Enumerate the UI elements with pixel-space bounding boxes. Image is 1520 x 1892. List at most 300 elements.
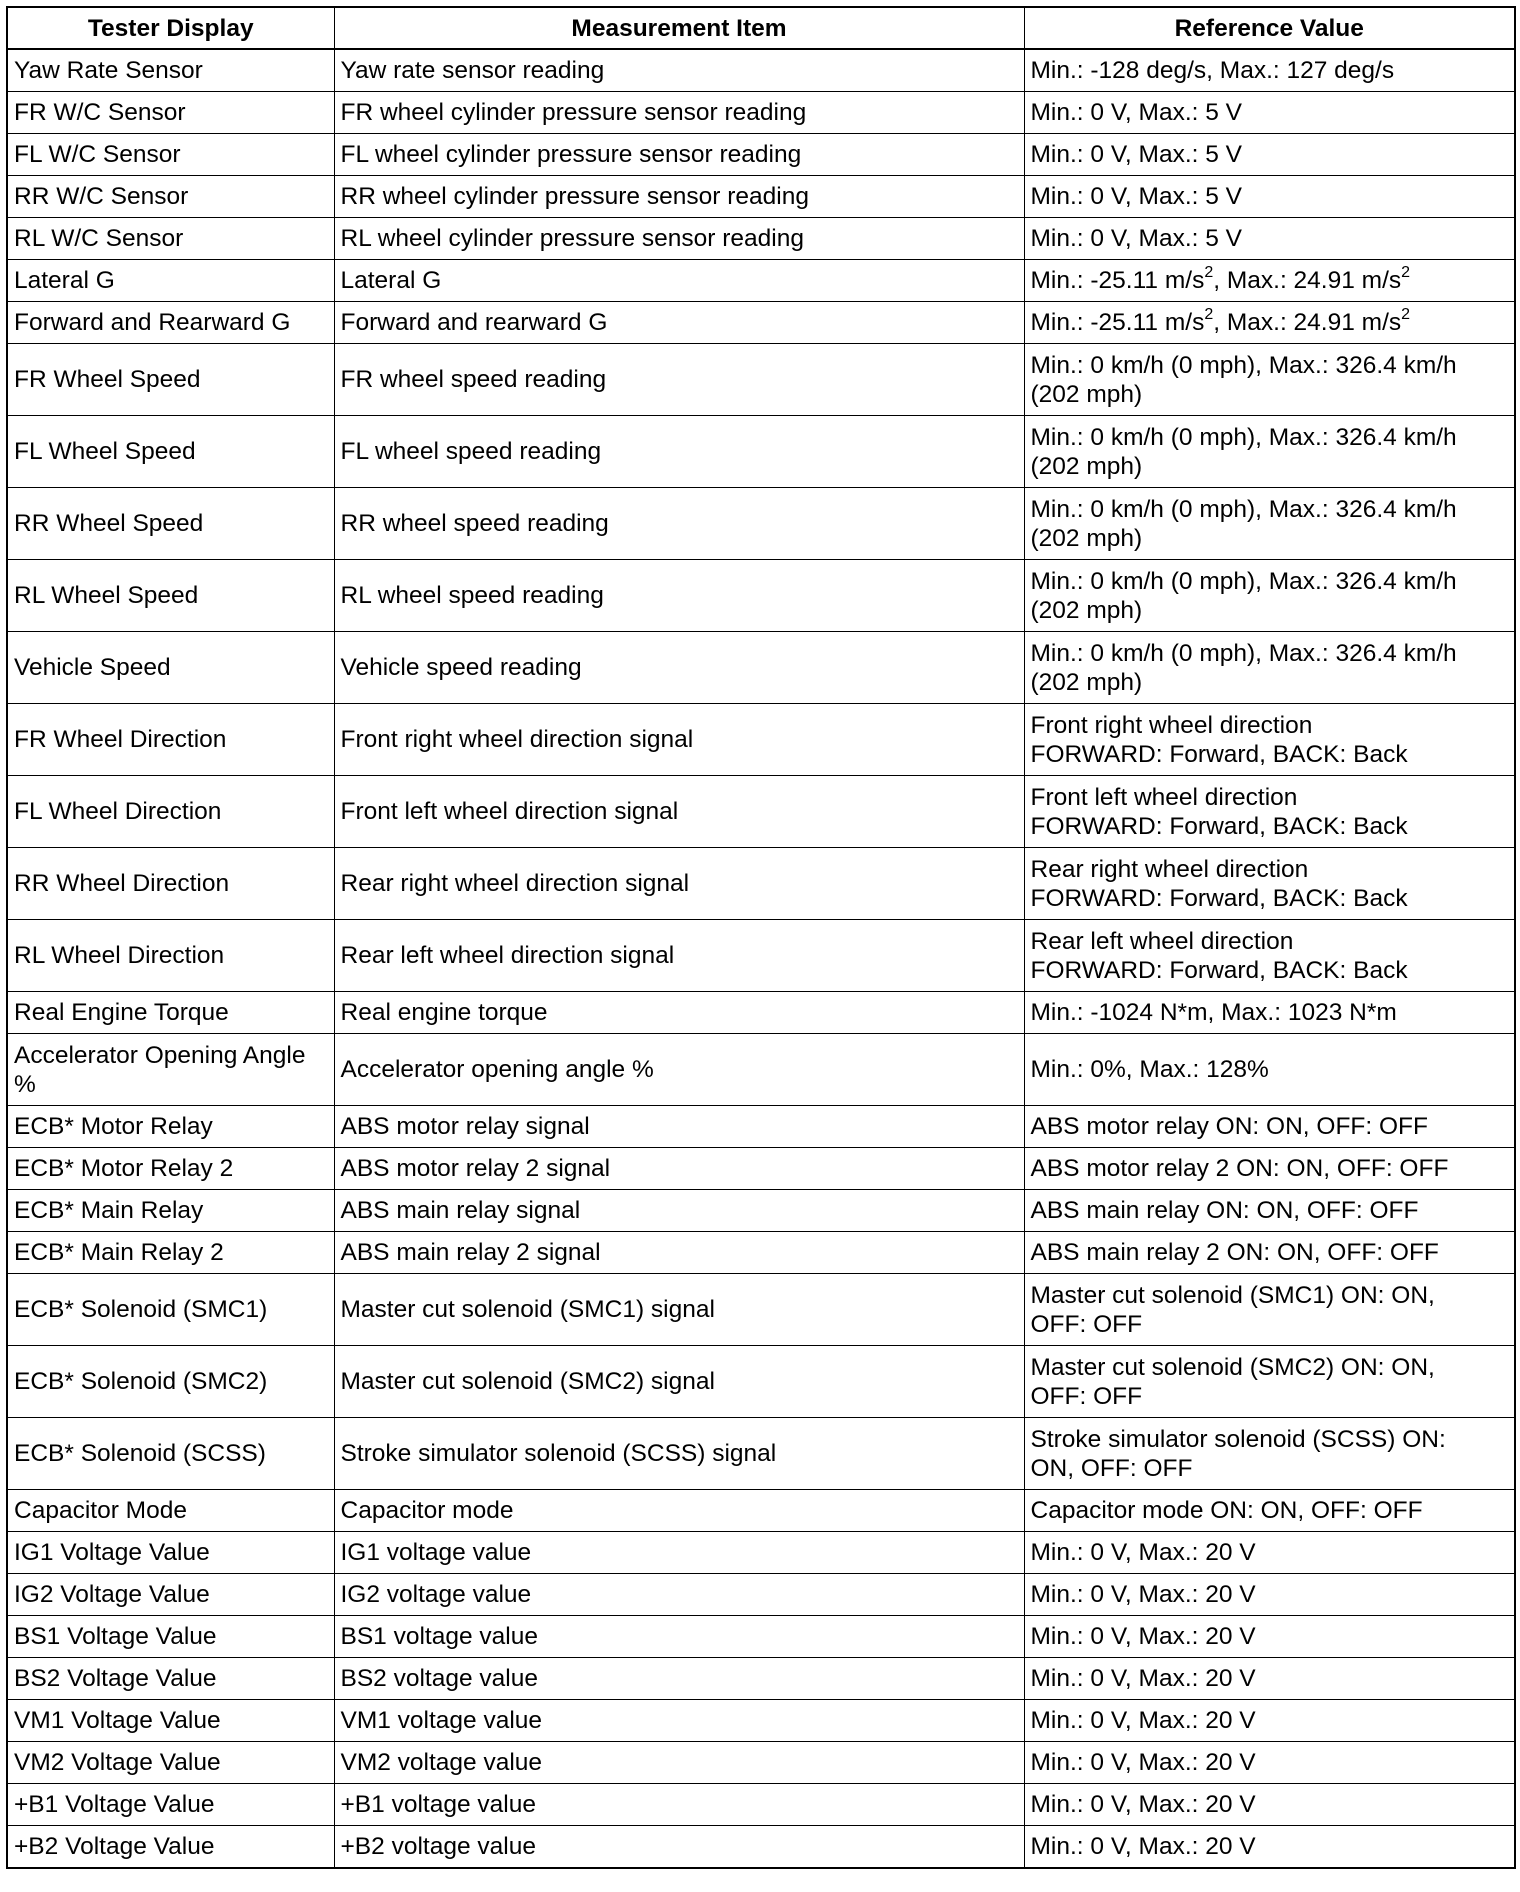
measurement-item-text: BS2 voltage value bbox=[340, 1665, 538, 1692]
cell-tester-display bbox=[7, 92, 334, 134]
reference-value-line bbox=[1031, 224, 1509, 253]
data-list-sheet bbox=[6, 6, 1514, 1869]
tester-display-text: VM1 Voltage Value bbox=[14, 1707, 221, 1734]
table-body bbox=[7, 49, 1515, 1868]
reference-value-line bbox=[1031, 1832, 1509, 1861]
header-reference-value: Reference Value bbox=[1024, 7, 1515, 49]
cell-measurement-item bbox=[334, 1148, 1024, 1190]
cell-tester-display bbox=[7, 704, 334, 776]
cell-measurement-item bbox=[334, 344, 1024, 416]
reference-value-line bbox=[1031, 1281, 1509, 1310]
table-row bbox=[7, 1034, 1515, 1106]
tester-display-text: RR Wheel Direction bbox=[14, 870, 230, 897]
tester-display-text: ECB* Solenoid (SCSS) bbox=[14, 1440, 266, 1467]
cell-reference-value bbox=[1024, 134, 1515, 176]
reference-value-line bbox=[1031, 884, 1509, 913]
cell-reference-value bbox=[1024, 992, 1515, 1034]
table-row bbox=[7, 920, 1515, 992]
reference-value-text: Front right wheel direction bbox=[1030, 711, 1313, 739]
cell-measurement-item bbox=[334, 1418, 1024, 1490]
tester-display-text: BS1 Voltage Value bbox=[14, 1623, 217, 1650]
reference-value-line bbox=[1031, 1055, 1509, 1084]
reference-value-text: Master cut solenoid (SMC2) ON: ON, bbox=[1030, 1353, 1435, 1381]
cell-measurement-item bbox=[334, 560, 1024, 632]
reference-value-line bbox=[1031, 1196, 1509, 1225]
reference-value-text: , Max.: 24.91 m/s bbox=[1213, 267, 1402, 294]
measurement-item-text: RR wheel cylinder pressure sensor reading bbox=[340, 183, 809, 210]
table-row bbox=[7, 176, 1515, 218]
cell-tester-display bbox=[7, 416, 334, 488]
table-row bbox=[7, 1616, 1515, 1658]
cell-reference-value bbox=[1024, 1658, 1515, 1700]
table-row bbox=[7, 92, 1515, 134]
table-row bbox=[7, 1826, 1515, 1869]
reference-value-line bbox=[1031, 1454, 1509, 1483]
tester-display-text: FR Wheel Speed bbox=[14, 366, 201, 393]
measurement-item-text: RL wheel cylinder pressure sensor reading bbox=[340, 225, 804, 252]
measurement-item-text: Rear right wheel direction signal bbox=[340, 870, 690, 897]
cell-measurement-item bbox=[334, 1574, 1024, 1616]
cell-measurement-item bbox=[334, 1616, 1024, 1658]
reference-value-text: Min.: 0 V, Max.: 20 V bbox=[1030, 1665, 1256, 1692]
cell-reference-value bbox=[1024, 92, 1515, 134]
measurement-item-text: BS1 voltage value bbox=[340, 1623, 538, 1650]
table-header bbox=[7, 7, 1515, 49]
cell-tester-display bbox=[7, 302, 334, 344]
reference-value-text: ON, OFF: OFF bbox=[1030, 1454, 1193, 1482]
measurement-item-text: Vehicle speed reading bbox=[340, 654, 582, 681]
tester-display-text: FR W/C Sensor bbox=[14, 99, 186, 126]
table-row bbox=[7, 344, 1515, 416]
measurement-item-text: VM1 voltage value bbox=[340, 1707, 543, 1734]
reference-value-line bbox=[1031, 1706, 1509, 1735]
measurement-item-text: +B2 voltage value bbox=[340, 1833, 536, 1860]
cell-measurement-item bbox=[334, 134, 1024, 176]
reference-value-text: Min.: 0 V, Max.: 20 V bbox=[1030, 1581, 1256, 1608]
reference-value-line bbox=[1031, 1154, 1509, 1183]
reference-value-text: ABS main relay ON: ON, OFF: OFF bbox=[1030, 1197, 1419, 1224]
cell-measurement-item bbox=[334, 176, 1024, 218]
cell-tester-display bbox=[7, 1190, 334, 1232]
table-row bbox=[7, 776, 1515, 848]
cell-measurement-item bbox=[334, 1784, 1024, 1826]
reference-value-text: Min.: 0 V, Max.: 20 V bbox=[1030, 1623, 1256, 1650]
reference-value-text: Min.: 0 V, Max.: 5 V bbox=[1030, 225, 1243, 252]
measurement-item-text: Master cut solenoid (SMC1) signal bbox=[340, 1296, 715, 1323]
measurement-item-text: VM2 voltage value bbox=[340, 1749, 543, 1776]
table-row bbox=[7, 134, 1515, 176]
table-row bbox=[7, 1742, 1515, 1784]
reference-value-text: Rear left wheel direction bbox=[1030, 927, 1294, 955]
reference-value-line bbox=[1031, 1425, 1509, 1454]
cell-reference-value bbox=[1024, 920, 1515, 992]
table-row bbox=[7, 560, 1515, 632]
cell-measurement-item bbox=[334, 1106, 1024, 1148]
tester-display-text: VM2 Voltage Value bbox=[14, 1749, 221, 1776]
cell-measurement-item bbox=[334, 848, 1024, 920]
cell-measurement-item bbox=[334, 992, 1024, 1034]
cell-tester-display bbox=[7, 49, 334, 92]
measurement-item-text: ABS main relay 2 signal bbox=[340, 1239, 601, 1266]
tester-display-text: % bbox=[14, 1070, 36, 1098]
reference-value-line bbox=[1031, 140, 1509, 169]
table-row bbox=[7, 1346, 1515, 1418]
reference-value-line bbox=[1031, 668, 1509, 697]
tester-display-text: IG2 Voltage Value bbox=[14, 1581, 210, 1608]
cell-measurement-item bbox=[334, 920, 1024, 992]
measurement-item-text: ABS main relay signal bbox=[340, 1197, 581, 1224]
reference-value-text: Min.: 0 V, Max.: 5 V bbox=[1030, 183, 1243, 210]
reference-value-text: Stroke simulator solenoid (SCSS) ON: bbox=[1030, 1425, 1446, 1453]
table-row bbox=[7, 49, 1515, 92]
table-row bbox=[7, 1106, 1515, 1148]
cell-measurement-item bbox=[334, 1658, 1024, 1700]
reference-value-line bbox=[1031, 1238, 1509, 1267]
header-measurement-item: Measurement Item bbox=[334, 7, 1024, 49]
cell-reference-value bbox=[1024, 1490, 1515, 1532]
reference-value-line bbox=[1031, 1353, 1509, 1382]
reference-value-text: Min.: -128 deg/s, Max.: 127 deg/s bbox=[1030, 57, 1395, 84]
reference-value-line bbox=[1031, 182, 1509, 211]
cell-reference-value bbox=[1024, 1532, 1515, 1574]
cell-tester-display bbox=[7, 488, 334, 560]
cell-tester-display bbox=[7, 1490, 334, 1532]
cell-reference-value bbox=[1024, 1106, 1515, 1148]
reference-value-text: Rear right wheel direction bbox=[1030, 855, 1309, 883]
reference-value-line bbox=[1031, 1538, 1509, 1567]
measurement-item-text: IG1 voltage value bbox=[340, 1539, 532, 1566]
unit-exponent: 2 bbox=[1204, 264, 1214, 281]
cell-measurement-item bbox=[334, 632, 1024, 704]
tester-display-text: Real Engine Torque bbox=[14, 999, 229, 1026]
cell-measurement-item bbox=[334, 1034, 1024, 1106]
reference-value-text: Min.: 0 km/h (0 mph), Max.: 326.4 km/h bbox=[1030, 567, 1457, 595]
cell-measurement-item bbox=[334, 1742, 1024, 1784]
tester-display-text: Lateral G bbox=[14, 267, 115, 294]
reference-value-line bbox=[1031, 927, 1509, 956]
cell-reference-value bbox=[1024, 176, 1515, 218]
table-row bbox=[7, 704, 1515, 776]
tester-display-text: IG1 Voltage Value bbox=[14, 1539, 210, 1566]
reference-value-line bbox=[1031, 1622, 1509, 1651]
tester-display-text: +B2 Voltage Value bbox=[14, 1833, 215, 1860]
reference-value-text: Min.: 0 km/h (0 mph), Max.: 326.4 km/h bbox=[1030, 495, 1457, 523]
reference-value-line bbox=[1031, 1664, 1509, 1693]
cell-measurement-item bbox=[334, 416, 1024, 488]
reference-value-text: ABS main relay 2 ON: ON, OFF: OFF bbox=[1030, 1239, 1439, 1266]
reference-value-text: FORWARD: Forward, BACK: Back bbox=[1030, 884, 1408, 912]
unit-exponent: 2 bbox=[1204, 306, 1214, 323]
cell-tester-display bbox=[7, 260, 334, 302]
reference-value-text: Min.: 0 V, Max.: 20 V bbox=[1030, 1707, 1256, 1734]
table-row bbox=[7, 1274, 1515, 1346]
reference-value-text: Min.: -25.11 m/s bbox=[1030, 267, 1205, 294]
cell-measurement-item bbox=[334, 1490, 1024, 1532]
reference-value-line bbox=[1031, 98, 1509, 127]
table-row bbox=[7, 1784, 1515, 1826]
measurement-item-text: Lateral G bbox=[340, 267, 442, 294]
tester-display-text: Capacitor Mode bbox=[14, 1497, 187, 1524]
cell-reference-value bbox=[1024, 218, 1515, 260]
reference-value-text: (202 mph) bbox=[1030, 668, 1143, 696]
tester-display-text: BS2 Voltage Value bbox=[14, 1665, 217, 1692]
measurement-item-text: FL wheel cylinder pressure sensor reading bbox=[340, 141, 802, 168]
tester-display-text: Yaw Rate Sensor bbox=[14, 57, 203, 84]
reference-value-text: Min.: 0 V, Max.: 5 V bbox=[1030, 141, 1243, 168]
cell-reference-value bbox=[1024, 1784, 1515, 1826]
cell-reference-value bbox=[1024, 344, 1515, 416]
reference-value-text: Capacitor mode ON: ON, OFF: OFF bbox=[1030, 1497, 1423, 1524]
cell-tester-display bbox=[7, 1274, 334, 1346]
cell-reference-value bbox=[1024, 1418, 1515, 1490]
cell-reference-value bbox=[1024, 848, 1515, 920]
reference-value-text: (202 mph) bbox=[1030, 524, 1143, 552]
cell-reference-value bbox=[1024, 1574, 1515, 1616]
reference-value-text: Min.: 0 V, Max.: 20 V bbox=[1030, 1791, 1256, 1818]
tester-display-text: RR W/C Sensor bbox=[14, 183, 189, 210]
reference-value-text: Min.: 0 km/h (0 mph), Max.: 326.4 km/h bbox=[1030, 639, 1457, 667]
table-row bbox=[7, 1490, 1515, 1532]
table-row bbox=[7, 488, 1515, 560]
cell-reference-value bbox=[1024, 302, 1515, 344]
table-row bbox=[7, 1190, 1515, 1232]
unit-exponent: 2 bbox=[1401, 306, 1411, 323]
reference-value-line bbox=[1031, 1382, 1509, 1411]
tester-display-text: FR Wheel Direction bbox=[14, 726, 227, 753]
reference-value-line bbox=[1031, 1580, 1509, 1609]
measurement-item-text: IG2 voltage value bbox=[340, 1581, 532, 1608]
reference-value-line bbox=[1031, 1790, 1509, 1819]
reference-value-text: (202 mph) bbox=[1030, 380, 1143, 408]
reference-value-text: FORWARD: Forward, BACK: Back bbox=[1030, 812, 1408, 840]
reference-value-line bbox=[1031, 956, 1509, 985]
measurement-item-text: FR wheel cylinder pressure sensor reading bbox=[340, 99, 807, 126]
cell-tester-display bbox=[7, 776, 334, 848]
reference-value-text: ABS motor relay 2 ON: ON, OFF: OFF bbox=[1030, 1155, 1449, 1182]
measurement-item-text: Forward and rearward G bbox=[340, 309, 608, 336]
tester-display-text: Vehicle Speed bbox=[14, 654, 171, 681]
cell-tester-display bbox=[7, 218, 334, 260]
cell-reference-value bbox=[1024, 1190, 1515, 1232]
header-tester-display: Tester Display bbox=[7, 7, 334, 49]
reference-value-text: (202 mph) bbox=[1030, 596, 1143, 624]
measurement-item-text: Stroke simulator solenoid (SCSS) signal bbox=[340, 1440, 777, 1467]
cell-measurement-item bbox=[334, 1826, 1024, 1869]
tester-display-text: ECB* Solenoid (SMC2) bbox=[14, 1368, 268, 1395]
cell-tester-display bbox=[7, 1700, 334, 1742]
measurement-item-text: Capacitor mode bbox=[340, 1497, 514, 1524]
reference-value-text: Min.: 0 km/h (0 mph), Max.: 326.4 km/h bbox=[1030, 351, 1457, 379]
cell-tester-display bbox=[7, 1532, 334, 1574]
reference-value-text: Min.: -1024 N*m, Max.: 1023 N*m bbox=[1030, 999, 1397, 1026]
cell-measurement-item bbox=[334, 218, 1024, 260]
reference-value-line bbox=[1031, 266, 1509, 295]
cell-measurement-item bbox=[334, 1274, 1024, 1346]
cell-measurement-item bbox=[334, 49, 1024, 92]
measurement-item-text: RR wheel speed reading bbox=[340, 510, 609, 537]
cell-measurement-item bbox=[334, 92, 1024, 134]
table-row bbox=[7, 992, 1515, 1034]
reference-value-line bbox=[1031, 783, 1509, 812]
reference-value-line bbox=[1031, 998, 1509, 1027]
cell-tester-display bbox=[7, 176, 334, 218]
measurement-item-text: RL wheel speed reading bbox=[340, 582, 604, 609]
table-row bbox=[7, 416, 1515, 488]
reference-value-text: FORWARD: Forward, BACK: Back bbox=[1030, 740, 1408, 768]
reference-value-line bbox=[1031, 524, 1509, 553]
reference-value-line bbox=[1031, 452, 1509, 481]
table-row bbox=[7, 218, 1515, 260]
cell-reference-value bbox=[1024, 1826, 1515, 1869]
cell-measurement-item bbox=[334, 776, 1024, 848]
cell-tester-display bbox=[7, 1826, 334, 1869]
measurement-item-text: FR wheel speed reading bbox=[340, 366, 607, 393]
reference-value-text: OFF: OFF bbox=[1030, 1382, 1143, 1410]
cell-reference-value bbox=[1024, 1034, 1515, 1106]
cell-tester-display bbox=[7, 848, 334, 920]
cell-tester-display bbox=[7, 632, 334, 704]
cell-tester-display bbox=[7, 1616, 334, 1658]
measurement-item-text: Rear left wheel direction signal bbox=[340, 942, 675, 969]
tester-display-text: Accelerator Opening Angle bbox=[14, 1041, 306, 1069]
cell-tester-display bbox=[7, 920, 334, 992]
cell-measurement-item bbox=[334, 1232, 1024, 1274]
tester-display-text: FL Wheel Speed bbox=[14, 438, 196, 465]
cell-reference-value bbox=[1024, 1742, 1515, 1784]
reference-value-line bbox=[1031, 567, 1509, 596]
reference-value-text: ABS motor relay ON: ON, OFF: OFF bbox=[1030, 1113, 1428, 1140]
data-list-table bbox=[6, 6, 1516, 1869]
measurement-item-text: FL wheel speed reading bbox=[340, 438, 602, 465]
cell-reference-value bbox=[1024, 416, 1515, 488]
cell-measurement-item bbox=[334, 260, 1024, 302]
cell-reference-value bbox=[1024, 776, 1515, 848]
measurement-item-text: Yaw rate sensor reading bbox=[340, 57, 605, 84]
tester-display-text: ECB* Motor Relay bbox=[14, 1113, 213, 1140]
measurement-item-text: Real engine torque bbox=[340, 999, 548, 1026]
cell-tester-display bbox=[7, 992, 334, 1034]
table-row bbox=[7, 260, 1515, 302]
tester-display-text: ECB* Main Relay bbox=[14, 1197, 204, 1224]
reference-value-line bbox=[1031, 1496, 1509, 1525]
tester-display-text: FL W/C Sensor bbox=[14, 141, 181, 168]
cell-measurement-item bbox=[334, 704, 1024, 776]
cell-tester-display bbox=[7, 1106, 334, 1148]
measurement-item-text: Front left wheel direction signal bbox=[340, 798, 679, 825]
tester-display-text: ECB* Solenoid (SMC1) bbox=[14, 1296, 268, 1323]
cell-tester-display bbox=[7, 1742, 334, 1784]
cell-tester-display bbox=[7, 1784, 334, 1826]
measurement-item-text: ABS motor relay 2 signal bbox=[340, 1155, 611, 1182]
tester-display-text: RL Wheel Direction bbox=[14, 942, 225, 969]
reference-value-text: Min.: 0 V, Max.: 20 V bbox=[1030, 1833, 1256, 1860]
reference-value-text: Min.: 0 km/h (0 mph), Max.: 326.4 km/h bbox=[1030, 423, 1457, 451]
cell-measurement-item bbox=[334, 1190, 1024, 1232]
cell-measurement-item bbox=[334, 302, 1024, 344]
cell-reference-value bbox=[1024, 1346, 1515, 1418]
cell-measurement-item bbox=[334, 1532, 1024, 1574]
reference-value-text: (202 mph) bbox=[1030, 452, 1143, 480]
cell-tester-display bbox=[7, 344, 334, 416]
tester-display-text: RR Wheel Speed bbox=[14, 510, 204, 537]
reference-value-line bbox=[1031, 308, 1509, 337]
reference-value-line bbox=[1031, 711, 1509, 740]
cell-tester-display bbox=[7, 1034, 334, 1106]
unit-exponent: 2 bbox=[1401, 264, 1411, 281]
cell-reference-value bbox=[1024, 560, 1515, 632]
measurement-item-text: ABS motor relay signal bbox=[340, 1113, 590, 1140]
cell-reference-value bbox=[1024, 1274, 1515, 1346]
reference-value-line bbox=[1031, 855, 1509, 884]
reference-value-line bbox=[1031, 56, 1509, 85]
table-row bbox=[7, 1532, 1515, 1574]
table-row bbox=[7, 848, 1515, 920]
table-row bbox=[7, 1232, 1515, 1274]
table-header-row bbox=[7, 7, 1515, 49]
cell-measurement-item bbox=[334, 488, 1024, 560]
measurement-item-text: Accelerator opening angle % bbox=[340, 1056, 654, 1083]
cell-measurement-item bbox=[334, 1346, 1024, 1418]
cell-tester-display bbox=[7, 560, 334, 632]
reference-value-line bbox=[1031, 351, 1509, 380]
table-row bbox=[7, 1418, 1515, 1490]
reference-value-text: Min.: 0 V, Max.: 5 V bbox=[1030, 99, 1243, 126]
reference-value-line bbox=[1031, 596, 1509, 625]
measurement-item-text: +B1 voltage value bbox=[340, 1791, 536, 1818]
reference-value-line bbox=[1031, 380, 1509, 409]
cell-tester-display bbox=[7, 1232, 334, 1274]
cell-reference-value bbox=[1024, 1616, 1515, 1658]
cell-tester-display bbox=[7, 1658, 334, 1700]
cell-reference-value bbox=[1024, 488, 1515, 560]
reference-value-text: Front left wheel direction bbox=[1030, 783, 1298, 811]
measurement-item-text: Front right wheel direction signal bbox=[340, 726, 694, 753]
reference-value-line bbox=[1031, 812, 1509, 841]
cell-reference-value bbox=[1024, 49, 1515, 92]
cell-reference-value bbox=[1024, 1148, 1515, 1190]
tester-display-text: ECB* Motor Relay 2 bbox=[14, 1155, 234, 1182]
cell-tester-display bbox=[7, 1148, 334, 1190]
table-row bbox=[7, 1574, 1515, 1616]
reference-value-text: Min.: -25.11 m/s bbox=[1030, 309, 1205, 336]
reference-value-text: , Max.: 24.91 m/s bbox=[1213, 309, 1402, 336]
reference-value-text: Min.: 0%, Max.: 128% bbox=[1030, 1056, 1269, 1083]
reference-value-line bbox=[1031, 423, 1509, 452]
table-row bbox=[7, 632, 1515, 704]
table-row bbox=[7, 1148, 1515, 1190]
reference-value-text: FORWARD: Forward, BACK: Back bbox=[1030, 956, 1408, 984]
reference-value-line bbox=[1031, 1112, 1509, 1141]
cell-tester-display bbox=[7, 1574, 334, 1616]
cell-reference-value bbox=[1024, 1232, 1515, 1274]
reference-value-text: Master cut solenoid (SMC1) ON: ON, bbox=[1030, 1281, 1435, 1309]
cell-tester-display bbox=[7, 1346, 334, 1418]
cell-reference-value bbox=[1024, 260, 1515, 302]
reference-value-text: Min.: 0 V, Max.: 20 V bbox=[1030, 1539, 1256, 1566]
tester-display-text: +B1 Voltage Value bbox=[14, 1791, 215, 1818]
table-row bbox=[7, 302, 1515, 344]
table-row bbox=[7, 1658, 1515, 1700]
cell-reference-value bbox=[1024, 704, 1515, 776]
cell-tester-display bbox=[7, 1418, 334, 1490]
tester-display-text: RL Wheel Speed bbox=[14, 582, 199, 609]
reference-value-line bbox=[1031, 639, 1509, 668]
tester-display-text: ECB* Main Relay 2 bbox=[14, 1239, 224, 1266]
reference-value-line bbox=[1031, 495, 1509, 524]
reference-value-line bbox=[1031, 1310, 1509, 1339]
cell-tester-display bbox=[7, 134, 334, 176]
reference-value-text: Min.: 0 V, Max.: 20 V bbox=[1030, 1749, 1256, 1776]
